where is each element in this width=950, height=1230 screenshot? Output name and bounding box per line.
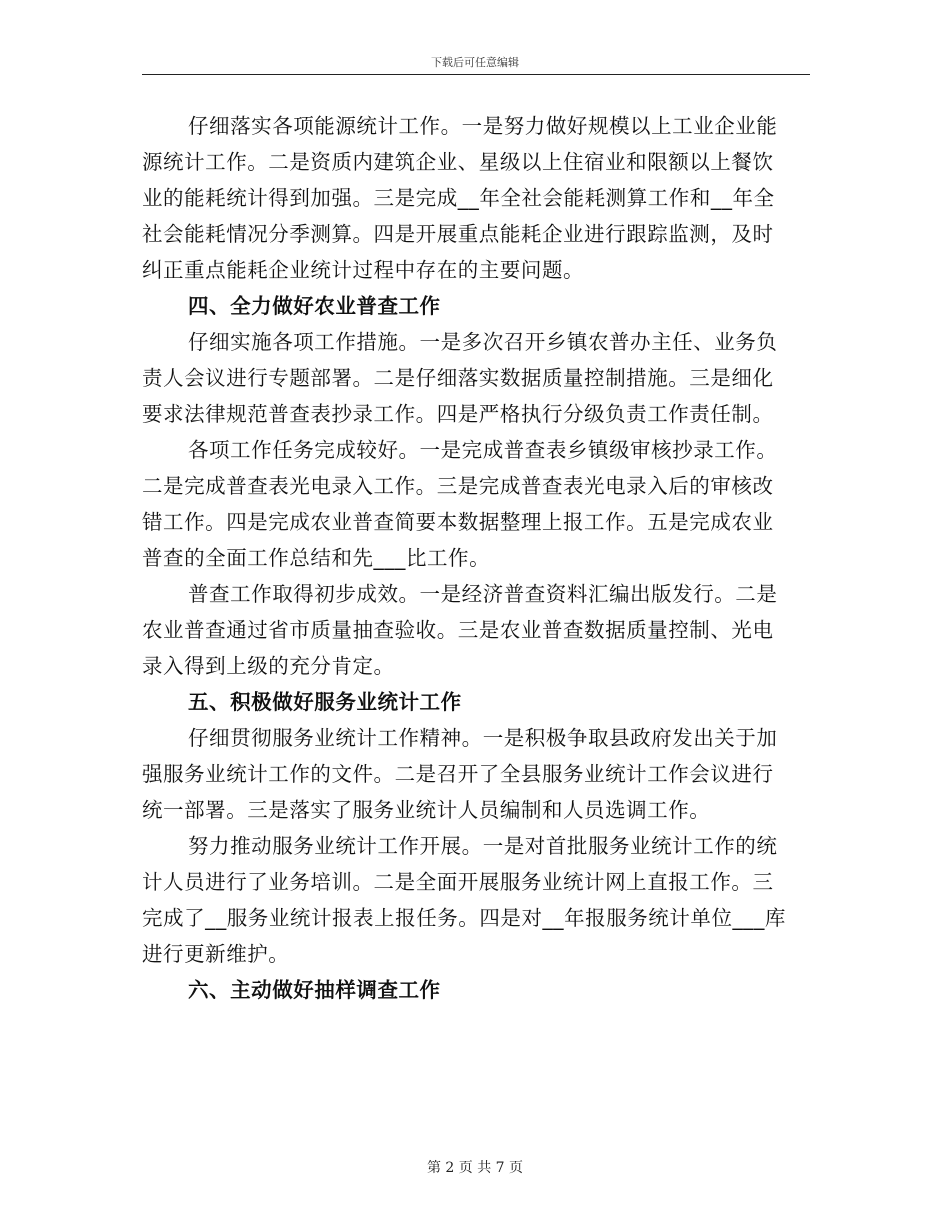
paragraph-line: 录入得到上级的充分肯定。 [142,654,395,678]
paragraph-line: 二是完成普查表光电录入工作。三是完成普查表光电录入后的审核改 [142,474,774,498]
paragraph-line: 社会能耗情况分季测算。四是开展重点能耗企业进行跟踪监测，及时 [142,222,774,246]
paragraph-line: 要求法律规范普查表抄录工作。四是严格执行分级负责工作责任制。 [142,402,774,426]
paragraph-line: 计人员进行了业务培训。二是全面开展服务业统计网上直报工作。三 [142,870,774,894]
paragraph [142,720,810,828]
paragraph-line: 错工作。四是完成农业普查简要本数据整理上报工作。五是完成农业 [142,510,774,534]
paragraph-line: 强服务业统计工作的文件。二是召开了全县服务业统计工作会议进行 [142,762,774,786]
paragraph-line: 业的能耗统计得到加强。三是完成__年全社会能耗测算工作和__年全 [142,186,775,210]
paragraph [142,324,810,432]
paragraph [142,432,810,576]
paragraph [142,576,810,684]
paragraph-line: 完成了__服务业统计报表上报任务。四是对__年报服务统计单位___库 [142,906,786,930]
section-heading: 六、主动做好抽样调查工作 [188,978,441,1002]
paragraph-line: 进行更新维护。 [142,942,290,966]
header-divider [142,74,810,75]
paragraph-line: 各项工作任务完成较好。一是完成普查表乡镇级审核抄录工作。 [188,438,778,462]
page-footer: 第 2 页 共 7 页 [426,1160,524,1176]
paragraph-line: 努力推动服务业统计工作开展。一是对首批服务业统计工作的统 [188,834,778,858]
section-heading: 五、积极做好服务业统计工作 [188,690,462,714]
paragraph-line: 仔细贯彻服务业统计工作精神。一是积极争取县政府发出关于加 [188,726,778,750]
paragraph-line: 仔细实施各项工作措施。一是多次召开乡镇农普办主任、业务负 [188,330,778,354]
paragraph-line: 责人会议进行专题部署。二是仔细落实数据质量控制措施。三是细化 [142,366,774,390]
paragraph [142,828,810,972]
document-body [142,108,810,1008]
section-heading: 四、全力做好农业普查工作 [188,294,441,318]
paragraph-line: 纠正重点能耗企业统计过程中存在的主要问题。 [142,258,585,282]
paragraph-line: 仔细落实各项能源统计工作。一是努力做好规模以上工业企业能 [188,114,778,138]
paragraph-line: 统一部署。三是落实了服务业统计人员编制和人员选调工作。 [142,798,711,822]
paragraph-line: 普查工作取得初步成效。一是经济普查资料汇编出版发行。二是 [188,582,778,606]
paragraph-line: 源统计工作。二是资质内建筑企业、星级以上住宿业和限额以上餐饮 [142,150,774,174]
paragraph-line: 普查的全面工作总结和先___比工作。 [142,546,491,570]
paragraph-line: 农业普查通过省市质量抽查验收。三是农业普查数据质量控制、光电 [142,618,774,642]
paragraph [142,108,810,288]
page-header: 下载后可任意编辑 [431,56,519,69]
